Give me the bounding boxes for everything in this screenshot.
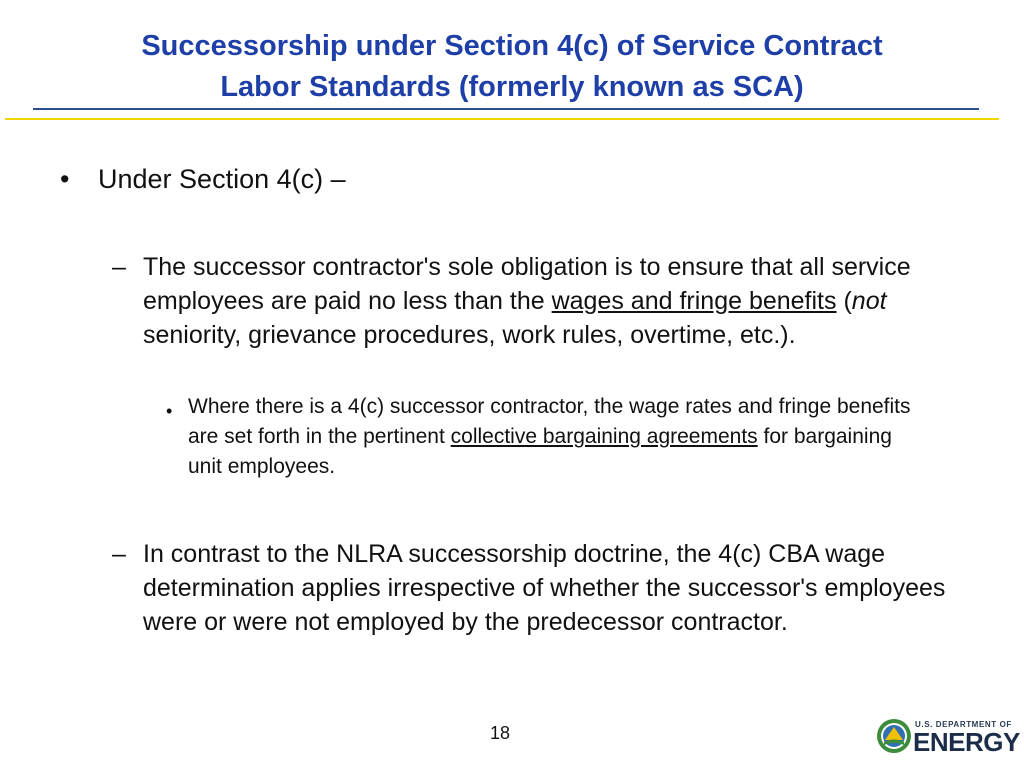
collective-bargaining-agreements-underlined: collective bargaining agreements xyxy=(450,425,758,448)
paragraph-nlra-contrast: In contrast to the NLRA successorship doctrine, the 4(c) CBA wage determination applies irrespective of whether the successor's employees were or were not employed by the predecessor contractor. xyxy=(143,540,946,636)
logo-main-text: ENERGY xyxy=(913,727,1020,757)
para1-text-b: ( xyxy=(836,287,852,315)
dash-marker-1: – xyxy=(112,253,126,281)
doe-seal-icon xyxy=(876,718,912,754)
sub-bullet-marker: • xyxy=(166,401,173,421)
logo-small-text: U.S. DEPARTMENT OF xyxy=(915,720,1012,729)
sub-paragraph-cba xyxy=(188,392,928,482)
title-line-1: Successorship under Section 4(c) of Service Contract xyxy=(141,30,883,62)
title-divider-blue xyxy=(33,108,979,110)
para1-text-c: seniority, grievance procedures, work rules, overtime, etc.). xyxy=(143,321,796,349)
doe-logo xyxy=(876,716,1020,757)
title-divider-yellow xyxy=(5,118,999,120)
bullet-under-section-4c: Under Section 4(c) – xyxy=(98,164,346,194)
page-number: 18 xyxy=(489,723,511,743)
dash-marker-2: – xyxy=(112,540,126,568)
wages-and-fringe-benefits-underlined: wages and fringe benefits xyxy=(551,287,837,315)
para1-text-a: The successor contractor's sole obligation is to ensure that all service employees are paid no less than the xyxy=(143,253,911,315)
sub1-text-b: for bargaining unit employees. xyxy=(188,425,892,478)
not-italic: not xyxy=(851,287,887,315)
paragraph-sole-obligation xyxy=(143,250,963,352)
sub1-text-a: Where there is a 4(c) successor contractor, the wage rates and fringe benefits are set forth in the pertinent xyxy=(188,395,911,448)
slide-title xyxy=(40,26,984,108)
bullet-marker: • xyxy=(60,164,70,194)
title-line-2: Labor Standards (formerly known as SCA) xyxy=(220,71,804,103)
